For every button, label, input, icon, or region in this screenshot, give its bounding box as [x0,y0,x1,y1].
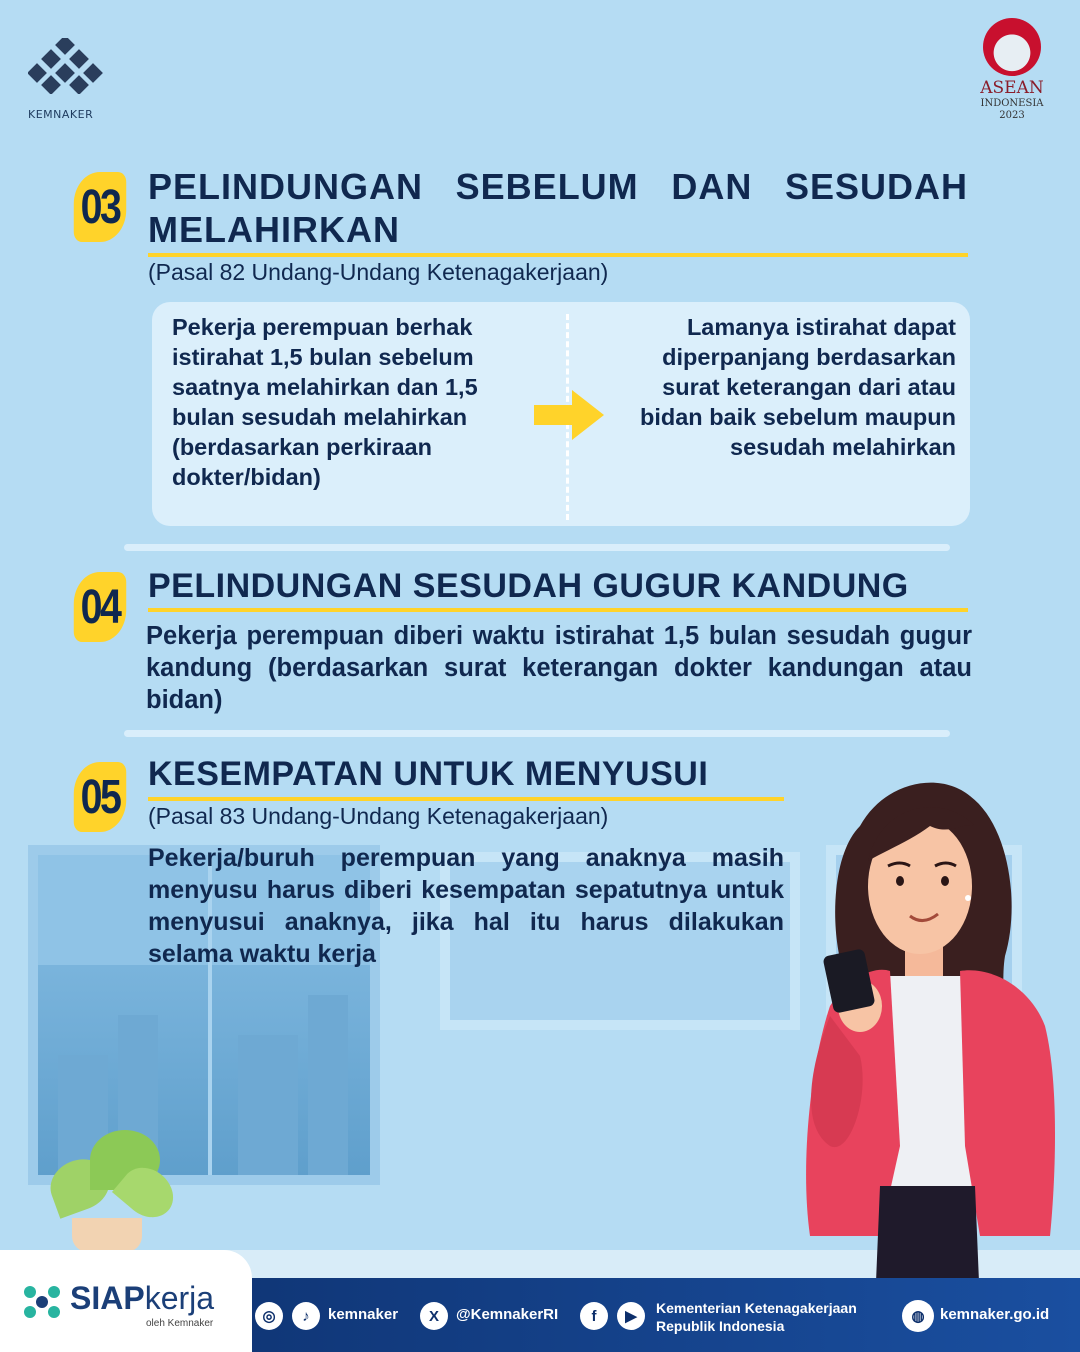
footer-website[interactable]: kemnaker.go.id [940,1306,1050,1323]
divider-2 [124,730,950,737]
kemnaker-logo-icon [28,38,104,94]
section-03-right-text: Lamanya istirahat dapat diperpanjang berdasarkan surat keterangan dari atau bidan baik sebelum maupun sesudah melahirkan [640,314,956,460]
section-05-body: Pekerja/buruh perempuan yang anaknya masih menyusu harus diberi kesempatan sepatutnya untuk menyusui anaknya, jika hal itu harus dilakukan selama waktu kerja [148,844,784,968]
footer-instagram-tiktok-handle[interactable]: kemnaker [328,1306,399,1323]
section-03-subtitle: (Pasal 82 Undang-Undang Ketenagakerjaan) [148,259,609,285]
section-05-title: KESEMPATAN UNTUK MENYUSUI [148,755,709,793]
section-05-underline [148,797,784,801]
globe-icon[interactable]: ◍ [902,1300,934,1332]
plant-icon [40,1130,180,1230]
x-twitter-icon[interactable]: X [420,1302,448,1330]
section-05-subtitle: (Pasal 83 Undang-Undang Ketenagakerjaan) [148,803,609,829]
tiktok-icon[interactable]: ♪ [292,1302,320,1330]
plant-pot [72,1218,142,1252]
instagram-icon[interactable]: ◎ [255,1302,283,1330]
facebook-icon[interactable]: f [580,1302,608,1330]
woman-with-phone-illustration [790,766,1080,1306]
asean-title: ASEAN [980,78,1044,98]
section-03-underline [148,253,968,257]
siap-brand-light: kerja [144,1280,215,1316]
footer-org-line2: Republik Indonesia [656,1318,785,1334]
section-03-left-text: Pekerja perempuan berhak istirahat 1,5 bulan sebelum saatnya melahirkan dan 1,5 bulan sesudah melahirkan (berdasarkan perkiraan dokter/bidan) [172,314,478,490]
siap-brand-strong: SIAP [70,1280,145,1316]
asean-emblem-icon [983,18,1041,76]
asean-year: 2023 [999,110,1025,121]
section-03-title-line1: PELINDUNGAN SEBELUM DAN SESUDAH [148,166,968,207]
siapkerja-brand [70,1280,214,1317]
footer-org-name[interactable] [656,1299,857,1335]
arrow-right-icon [534,390,604,440]
siapkerja-by: oleh Kemnaker [146,1318,214,1329]
section-03-title-line2: MELAHIRKAN [148,209,400,250]
siapkerja-logo-icon [22,1282,62,1322]
asean-logo [972,18,1052,122]
divider-1 [124,544,950,551]
section-04-title: PELINDUNGAN SESUDAH GUGUR KANDUNG [148,567,909,605]
footer-org-line1: Kementerian Ketenagakerjaan [656,1300,857,1316]
kemnaker-label: KEMNAKER [28,108,94,121]
section-04-badge: 04 [74,572,126,642]
section-03-badge: 03 [74,172,126,242]
footer-x-handle[interactable]: @KemnakerRI [456,1306,559,1323]
youtube-icon[interactable]: ▶ [617,1302,645,1330]
section-04-underline [148,608,968,612]
asean-country: INDONESIA [980,98,1044,109]
section-04-body: Pekerja perempuan diberi waktu istirahat 1,5 bulan sesudah gugur kandung (berdasarkan surat keterangan dokter kandungan atau bidan) [146,622,972,714]
section-05-badge: 05 [74,762,126,832]
